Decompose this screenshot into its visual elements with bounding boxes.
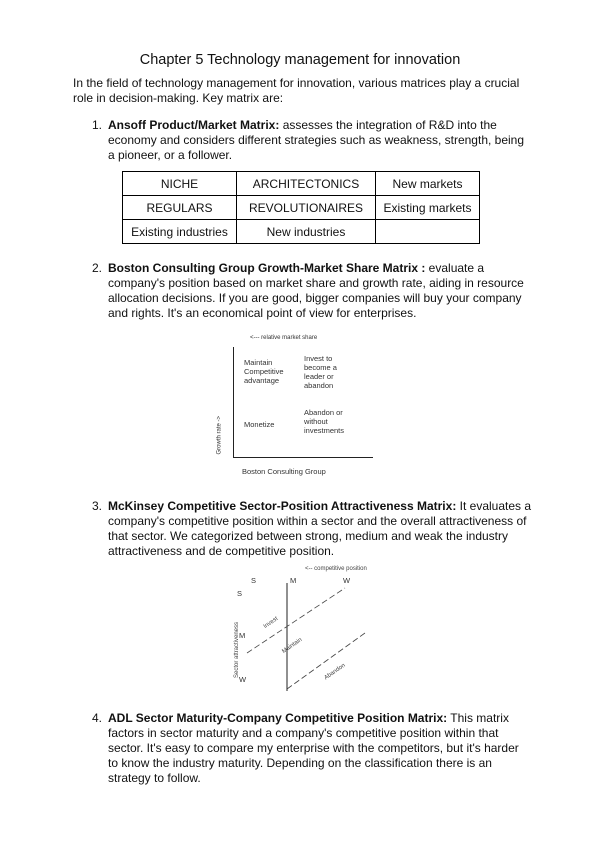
list-item-mckinsey (92, 499, 532, 559)
table-row (123, 172, 480, 196)
mck-abandon-label: Abandon (323, 662, 347, 682)
mck-lines (225, 563, 375, 693)
table-cell: New industries (237, 220, 376, 244)
list-item-ansoff (92, 118, 532, 163)
mck-top-label: <-- competitive position (305, 566, 367, 572)
item-text: evaluate a company's position based on market share and growth rate, aiding in resource allocation decisions. If you are good, bigger companies will buy your company and rights. It's an economical point of view for enterprises. (108, 261, 524, 320)
item-heading: Ansoff Product/Market Matrix: (108, 118, 280, 132)
bcg-quadrant-1: Maintain Competitive advantage (244, 358, 284, 385)
bcg-figure (200, 330, 390, 480)
list-item-bcg (92, 261, 532, 321)
bcg-quadrant-3: Monetize (244, 420, 275, 429)
mckinsey-figure (225, 563, 375, 693)
table-cell: REGULARS (123, 196, 237, 220)
page-title: Chapter 5 Technology management for innovation (139, 52, 461, 68)
table-row (123, 220, 480, 244)
list-number: 2. (92, 261, 103, 275)
item-heading: McKinsey Competitive Sector-Position Attractiveness Matrix: (108, 499, 457, 513)
bcg-top-label: <--- relative market share (250, 335, 318, 341)
bcg-x-axis (233, 457, 373, 458)
item-heading: ADL Sector Maturity-Company Competitive Position Matrix: (108, 711, 448, 725)
mck-y-label: Sector attractiveness (234, 621, 240, 678)
table-cell: REVOLUTIONAIRES (237, 196, 376, 220)
list-number: 1. (92, 118, 103, 132)
mck-col-w: W (343, 576, 351, 585)
table-cell: New markets (376, 172, 480, 196)
list-number: 4. (92, 711, 103, 725)
bcg-quadrant-2: Invest to become a leader or abandon (304, 354, 337, 390)
table-cell: ARCHITECTONICS (237, 172, 376, 196)
bcg-y-axis (233, 347, 234, 457)
table-row (123, 196, 480, 220)
bcg-y-label: Growth rate -> (216, 415, 223, 455)
mck-row-m: M (239, 631, 246, 640)
mck-col-m: M (290, 576, 297, 585)
bcg-quadrant-4: Abandon or without investments (304, 408, 345, 435)
list-item-adl (92, 711, 532, 786)
mck-invest-label: Invest (262, 615, 280, 631)
table-cell: Existing markets (376, 196, 480, 220)
mck-row-s: S (237, 589, 243, 598)
item-text: It evaluates a company's competitive position within a sector and the overall attractiveness of that sector. We categorized between strong, medium and weak the industry attractiveness and de competitive position. (108, 499, 532, 558)
mck-col-s: S (251, 576, 257, 585)
table-cell: Existing industries (123, 220, 237, 244)
item-heading: Boston Consulting Group Growth-Market Share Matrix : (108, 261, 426, 275)
intro-paragraph: In the field of technology management for innovation, various matrices play a crucial role in decision-making. Key matrix are: (73, 76, 520, 105)
mck-row-w: W (239, 675, 247, 684)
table-cell (376, 220, 480, 244)
item-text: assesses the integration of R&D into the economy and considers different strategies such as weakness, strength, being a pioneer, or a follower. (108, 118, 525, 162)
table-cell: NICHE (123, 172, 237, 196)
list-number: 3. (92, 499, 103, 513)
item-text: This matrix factors in sector maturity and a company's competitive position within that sector. It's easy to compare my enterprise with the competitors, but it's harder to know the industry maturity. Depending on the classification there is an strategy to follow. (108, 711, 519, 785)
bcg-caption: Boston Consulting Group (242, 467, 326, 476)
ansoff-table (122, 171, 480, 244)
mck-maintain-label: Maintain (281, 637, 304, 655)
